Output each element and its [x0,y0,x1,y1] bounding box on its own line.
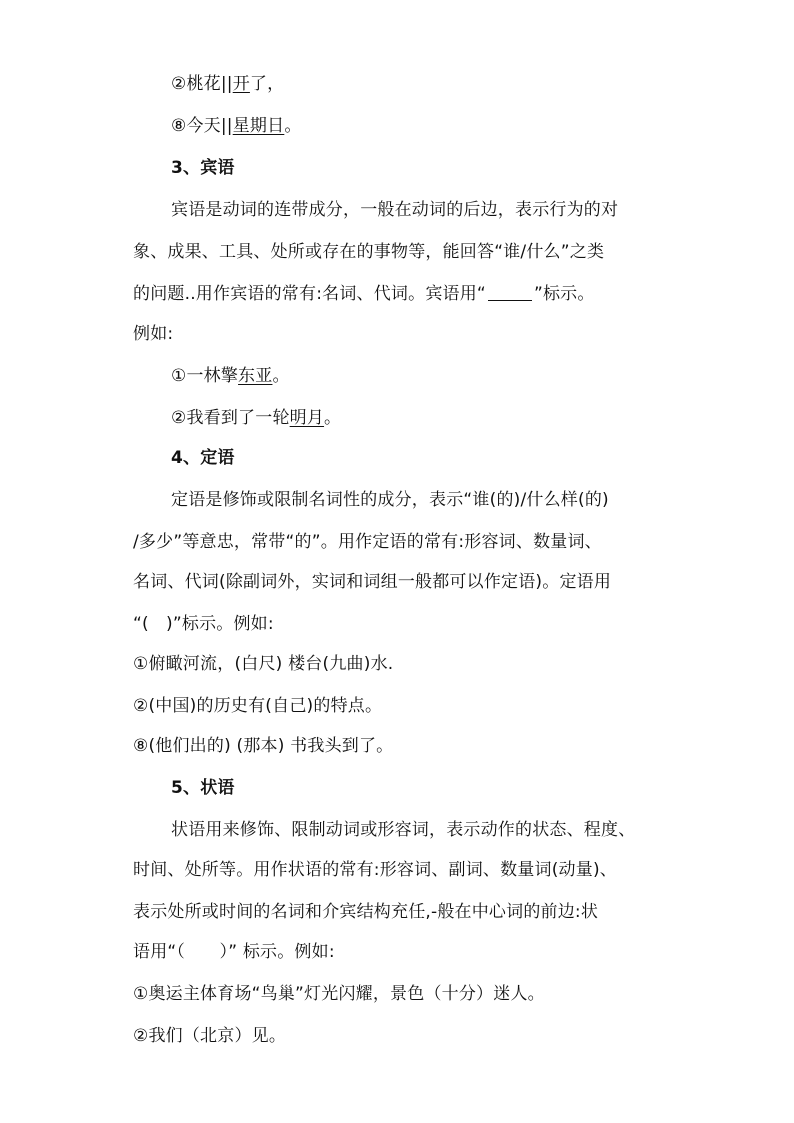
paragraph-line: 名词、代词(除副词外，实词和词组一般都可以作定语)。定语用 [133,572,612,592]
section-heading: 4、定语 [171,448,235,468]
paragraph-line: 定语是修饰或限制名词性的成分，表示“谁(的)/什么样(的) [171,490,609,510]
example-line: ②(中国)的历史有(自己)的特点。 [133,696,383,716]
underline-blank [488,284,532,301]
section-heading: 3、宾语 [171,158,235,178]
section-heading: 5、状语 [171,778,235,798]
example-line: ①俯瞰河流，(白尺) 楼台(九曲)水. [133,654,394,674]
paragraph-line: 状语用来修饰、限制动词或形容词，表示动作的状态、程度、 [171,820,636,840]
paragraph-line: /多少”等意忠，常带“的”。用作定语的常有:形容词、数量词、 [133,532,602,552]
example-line: ②桃花||开了， [171,74,285,94]
paragraph-line: “( )”标示。例如: [133,614,274,634]
paragraph-line: 语用“（ ）” 标示。例如: [133,942,335,962]
paragraph-line: 宾语是动词的连带成分，一般在动词的后边，表示行为的对 [171,200,619,220]
example-line: ①一林擎东亚。 [171,366,290,386]
example-line: ⑧今天||星期日。 [171,116,302,136]
paragraph-line: 表示处所或时间的名词和介宾结构充任,-般在中心词的前边:状 [133,902,599,922]
paragraph-line: 的问题..用作宾语的常有:名词、代词。宾语用“ ”标示。 [133,284,595,304]
example-line: ②我们（北京）见。 [133,1026,287,1046]
example-line: ②我看到了一轮明月。 [171,408,342,428]
paragraph-line: 例如: [133,324,174,344]
example-line: ⑧(他们出的) (那本) 书我头到了。 [133,736,394,756]
paragraph-line: 时间、处所等。用作状语的常有:形容词、副词、数量词(动量)、 [133,860,617,880]
paragraph-line: 象、成果、工具、处所或存在的事物等，能回答“谁/什么”之类 [133,242,605,262]
example-line: ①奥运主体育场“鸟巢”灯光闪耀，景色（十分）迷人。 [133,984,545,1004]
